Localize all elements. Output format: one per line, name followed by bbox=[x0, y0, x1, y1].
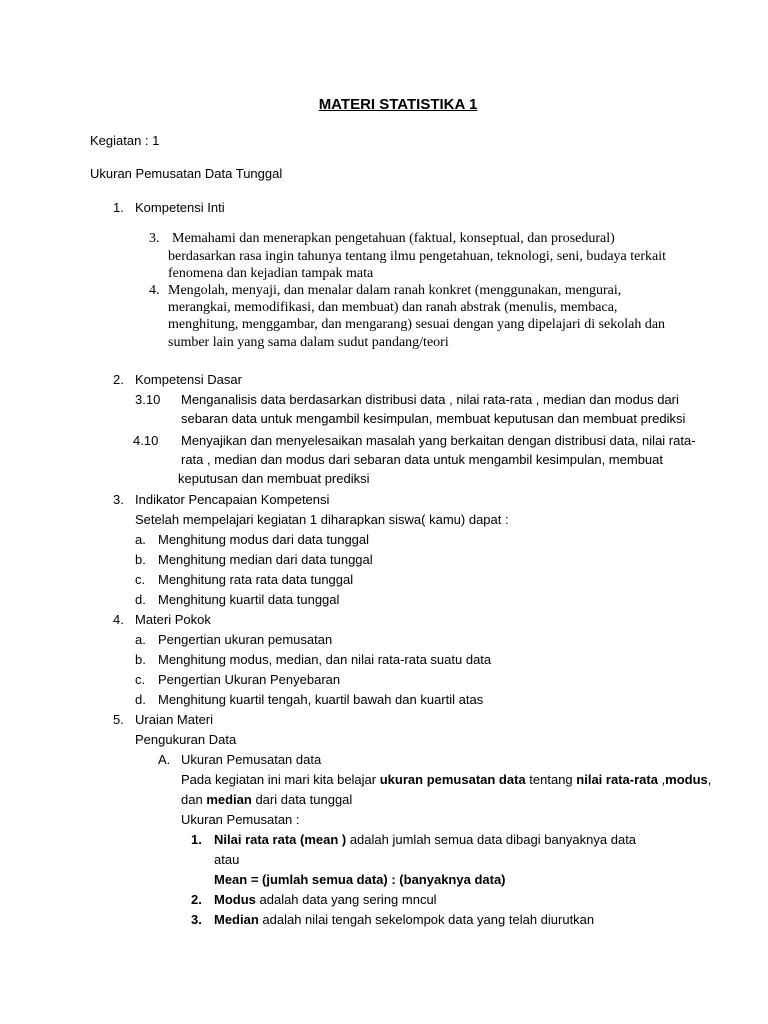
list-item: Menghitung kuartil data tunggal bbox=[158, 592, 340, 607]
section-heading-kompetensi-inti: Kompetensi Inti bbox=[135, 200, 225, 215]
kd-item-line: Menyajikan dan menyelesaikan masalah yang berkaitan dengan distribusi data, nilai rata- bbox=[181, 433, 696, 448]
kd-item-line: Menganalisis data berdasarkan distribusi data , nilai rata-rata , median dan modus dari bbox=[181, 392, 679, 407]
bold-term: Modus bbox=[214, 892, 256, 907]
text-run: dari data tunggal bbox=[251, 792, 353, 807]
ki-item-line: merangkai, memodifikasi, dan membuat) dan ranah abstrak (menulis, membaca, bbox=[168, 300, 618, 315]
bold-term: median bbox=[206, 792, 252, 807]
text-run: Pada kegiatan ini mari kita belajar bbox=[181, 772, 380, 787]
bold-term: nilai rata-rata bbox=[576, 772, 658, 787]
mean-formula: Mean = (jumlah semua data) : (banyaknya data) bbox=[214, 872, 506, 887]
list-item-letter: c. bbox=[135, 672, 146, 687]
ki-item-number: 4. bbox=[149, 283, 160, 298]
ukuran-pemusatan-label: Ukuran Pemusatan : bbox=[181, 812, 300, 827]
subheading-pengukuran-data: Pengukuran Data bbox=[135, 732, 237, 747]
subject-heading: Ukuran Pemusatan Data Tunggal bbox=[90, 166, 283, 181]
ki-item-line: menghitung, menggambar, dan mengarang) sesuai dengan yang dipelajari di sekolah dan bbox=[168, 317, 666, 332]
kd-item-line: keputusan dan membuat prediksi bbox=[178, 471, 370, 486]
kegiatan-label: Kegiatan : 1 bbox=[90, 133, 160, 148]
ki-item-line: sumber lain yang sama dalam sudut pandang/teori bbox=[168, 335, 449, 350]
list-item-letter: d. bbox=[135, 692, 146, 707]
list-item: Menghitung rata rata data tunggal bbox=[158, 572, 354, 587]
list-item-letter: d. bbox=[135, 592, 146, 607]
list-item-letter: b. bbox=[135, 552, 146, 567]
ipk-intro: Setelah mempelajari kegiatan 1 diharapkan siswa( kamu) dapat : bbox=[135, 512, 509, 527]
page-title: MATERI STATISTIKA 1 bbox=[318, 96, 478, 113]
bold-term: ukuran pemusatan data bbox=[379, 772, 526, 787]
list-item-letter: a. bbox=[135, 532, 146, 547]
ki-item-line: Mengolah, menyaji, dan menalar dalam ranah konkret (menggunakan, mengurai, bbox=[168, 283, 622, 298]
text-run: dan bbox=[181, 792, 207, 807]
list-item: Menghitung modus, median, dan nilai rata-rata suatu data bbox=[158, 652, 492, 667]
section-number: 3. bbox=[113, 492, 124, 507]
subsection-heading: Ukuran Pemusatan data bbox=[181, 752, 322, 767]
paragraph-line bbox=[181, 771, 711, 788]
list-item: Menghitung modus dari data tunggal bbox=[158, 532, 370, 547]
ki-item-line: fenomena dan kejadian tampak mata bbox=[168, 266, 374, 281]
definition-mean bbox=[214, 831, 636, 848]
atau-text: atau bbox=[214, 852, 240, 867]
kd-item-number: 3.10 bbox=[135, 392, 161, 407]
list-item: Pengertian ukuran pemusatan bbox=[158, 632, 333, 647]
definition-median bbox=[214, 911, 594, 928]
section-heading-materi-pokok: Materi Pokok bbox=[135, 612, 211, 627]
list-item: Menghitung kuartil tengah, kuartil bawah dan kuartil atas bbox=[158, 692, 484, 707]
ki-item-line: Memahami dan menerapkan pengetahuan (faktual, konseptual, dan prosedural) bbox=[172, 231, 615, 246]
kd-item-line: rata , median dan modus dari sebaran data untuk mengambil kesimpulan, membuat bbox=[181, 452, 663, 467]
definition-number: 3. bbox=[191, 912, 202, 927]
section-heading-indikator: Indikator Pencapaian Kompetensi bbox=[135, 492, 330, 507]
list-item: Pengertian Ukuran Penyebaran bbox=[158, 672, 341, 687]
list-item-letter: a. bbox=[135, 632, 146, 647]
text-run: adalah nilai tengah sekelompok data yang telah diurutkan bbox=[258, 912, 595, 927]
kd-item-line: sebaran data untuk mengambil kesimpulan, membuat keputusan dan membuat prediksi bbox=[181, 411, 686, 426]
text-run: , bbox=[657, 772, 666, 787]
bold-term: Median bbox=[214, 912, 259, 927]
paragraph-line bbox=[181, 791, 352, 808]
text-run: tentang bbox=[525, 772, 577, 787]
bold-term: Nilai rata rata (mean ) bbox=[214, 832, 347, 847]
ki-item-line: berdasarkan rasa ingin tahunya tentang ilmu pengetahuan, teknologi, seni, budaya terkait bbox=[168, 249, 667, 264]
section-number: 5. bbox=[113, 712, 124, 727]
list-item: Menghitung median dari data tunggal bbox=[158, 552, 373, 567]
section-number: 1. bbox=[113, 200, 124, 215]
definition-number: 2. bbox=[191, 892, 202, 907]
text-run: , bbox=[707, 772, 712, 787]
ki-item-number: 3. bbox=[149, 231, 160, 246]
text-run: adalah data yang sering mncul bbox=[255, 892, 437, 907]
section-heading-kompetensi-dasar: Kompetensi Dasar bbox=[135, 372, 242, 387]
section-number: 4. bbox=[113, 612, 124, 627]
list-item-letter: b. bbox=[135, 652, 146, 667]
kd-item-number: 4.10 bbox=[133, 433, 159, 448]
text-run: adalah jumlah semua data dibagi banyaknya data bbox=[346, 832, 637, 847]
bold-term: modus bbox=[665, 772, 708, 787]
subsection-letter: A. bbox=[158, 752, 171, 767]
section-number: 2. bbox=[113, 372, 124, 387]
list-item-letter: c. bbox=[135, 572, 146, 587]
section-heading-uraian-materi: Uraian Materi bbox=[135, 712, 214, 727]
definition-modus bbox=[214, 891, 437, 908]
definition-number: 1. bbox=[191, 832, 202, 847]
